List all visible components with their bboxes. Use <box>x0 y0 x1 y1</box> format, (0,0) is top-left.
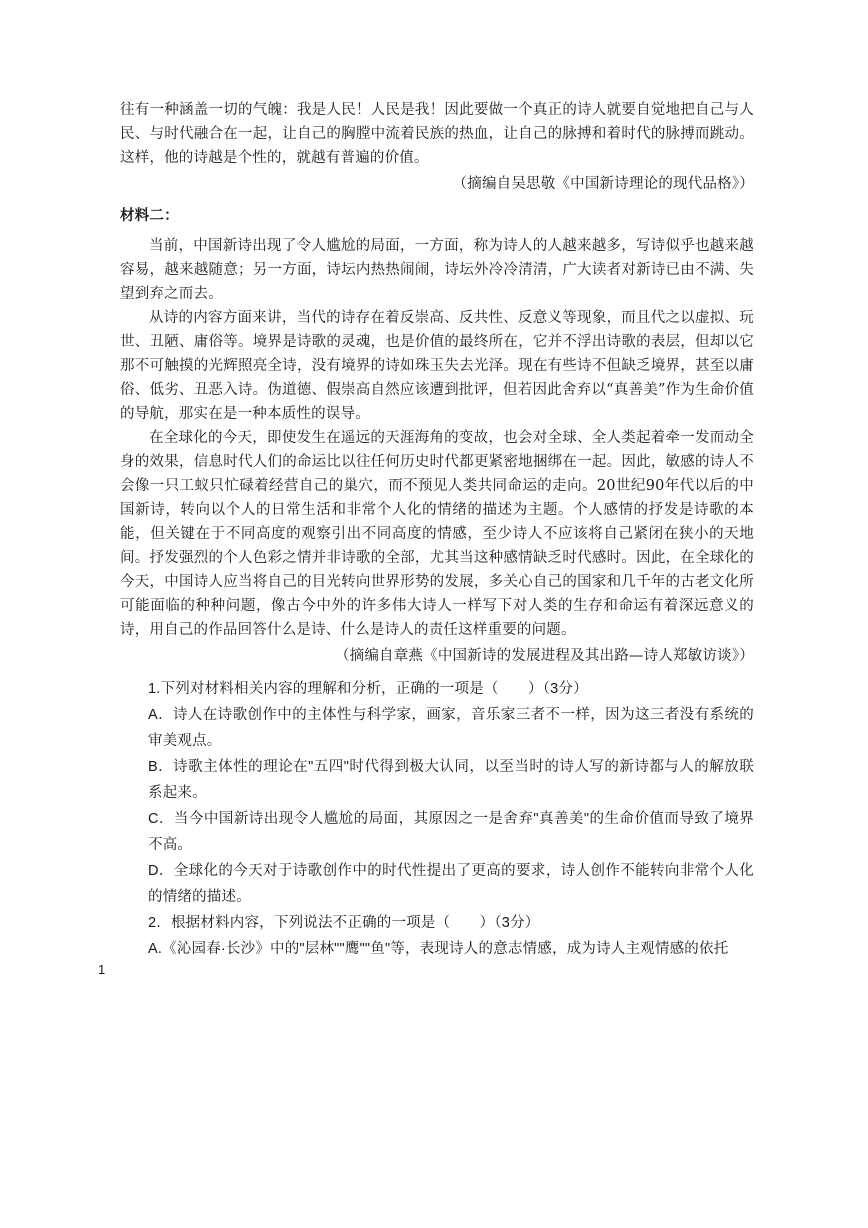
question-2-stem: 2．根据材料内容，下列说法不正确的一项是（ ）（3分） <box>148 915 540 931</box>
material2-paragraph-2: 从诗的内容方面来讲，当代的诗存在着反崇高、反共性、反意义等现象，而且代之以虚拟、玩世、丑陋、庸俗等。境界是诗歌的灵魂，也是价值的最终所在，它并不浮出诗歌的表层，但却以它那不可触摸的光辉照亮全诗，没有境界的诗如珠玉失去光泽。现在有些诗不但缺乏境界，甚至以庸俗、低劣、丑恶入诗。伪道德、假崇高自然应该遭到批评，但若因此舍弃以“真善美”作为生命价值的导航，那实在是一种本质性的误导。 <box>120 310 754 422</box>
page-content <box>120 98 754 962</box>
question-1-option-a: A．诗人在诗歌创作中的主体性与科学家，画家，音乐家三者不一样，因为这三者没有系统的审美观点。 <box>148 707 754 749</box>
page-number: 1 <box>98 962 106 977</box>
material2-paragraph-1: 当前，中国新诗出现了令人尴尬的局面，一方面，称为诗人的人越来越多，写诗似乎也越来越容易，越来越随意；另一方面，诗坛内热热闹闹，诗坛外冷冷清清，广大读者对新诗已由不满、失望到弃之而去。 <box>120 238 754 302</box>
material1-source: （摘编自吴思敬《中国新诗理论的现代品格》） <box>452 176 754 192</box>
material2-paragraph-3: 在全球化的今天，即使发生在遥远的天涯海角的变故，也会对全球、全人类起着牵一发而动全身的效果，信息时代人们的命运比以往任何历史时代都更紧密地捆绑在一起。因此，敏感的诗人不会像一只工蚁只忙碌着经营自己的巢穴，而不预见人类共同命运的走向。20世纪90年代以后的中国新诗，转向以个人的日常生活和非常个人化的情绪的描述为主题。个人感情的抒发是诗歌的本能，但关键在于不同高度的观察引出不同高度的情感，至少诗人不应该将自己紧闭在狭小的天地间。抒发强烈的个人色彩之情并非诗歌的全部，尤其当这种感情缺乏时代感时。因此，在全球化的今天，中国诗人应当将自己的目光转向世界形势的发展，多关心自己的国家和几千年的古老文化所可能面临的种种问题，像古今中外的许多伟大诗人一样写下对人类的生存和命运有着深远意义的诗，用自己的作品回答什么是诗、什么是诗人的责任这样重要的问题。 <box>120 430 754 638</box>
question-1-option-b: B．诗歌主体性的理论在"五四"时代得到极大认同，以至当时的诗人写的新诗都与人的解放联系起来。 <box>148 759 754 801</box>
questions-section <box>120 676 754 962</box>
question-1-option-c: C．当今中国新诗出现令人尴尬的局面，其原因之一是舍弃"真善美"的生命价值而导致了境界不高。 <box>148 811 754 853</box>
question-1-stem: 1.下列对材料相关内容的理解和分析，正确的一项是（ ）（3分） <box>148 681 588 697</box>
question-1-option-d: D．全球化的今天对于诗歌创作中的时代性提出了更高的要求，诗人创作不能转向非常个人化的情绪的描述。 <box>148 863 754 905</box>
material2-heading: 材料二： <box>120 207 179 224</box>
material1-tail-paragraph: 往有一种涵盖一切的气魄：我是人民！人民是我！因此要做一个真正的诗人就要自觉地把自己与人民、与时代融合在一起，让自己的胸膛中流着民族的热血，让自己的脉搏和着时代的脉搏而跳动。这样，他的诗越是个性的，就越有普遍的价值。 <box>120 102 754 166</box>
material2-source: （摘编自章燕《中国新诗的发展进程及其出路—诗人郑敏访谈》） <box>334 648 754 664</box>
question-2-option-a: A.《沁园春·长沙》中的"层林""鹰""鱼"等，表现诗人的意志情感，成为诗人主观情感的依托 <box>148 941 729 957</box>
